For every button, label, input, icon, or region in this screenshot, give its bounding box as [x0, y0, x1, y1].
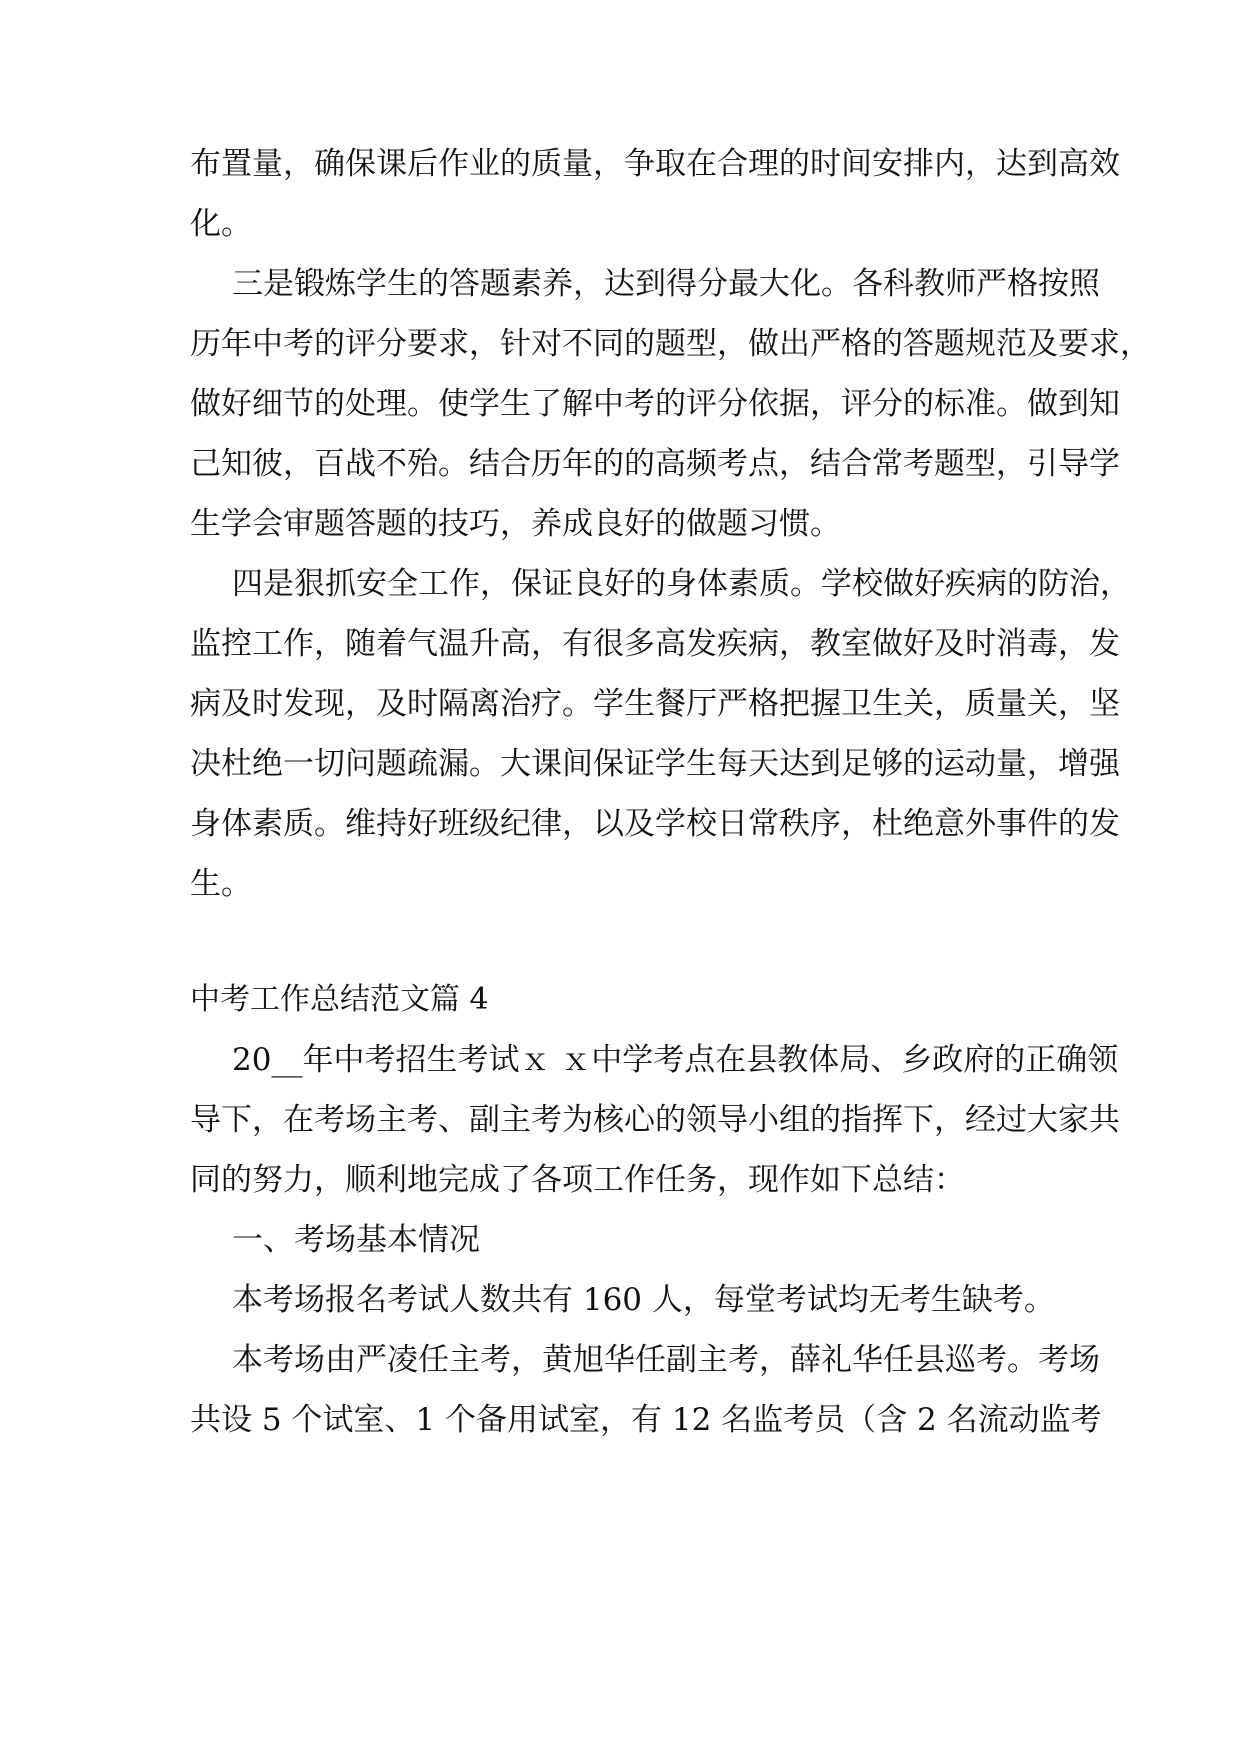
paragraph-line: 历年中考的评分要求，针对不同的题型，做出严格的答题规范及要求， — [190, 326, 1151, 362]
paragraph-line: 导下，在考场主考、副主考为核心的领导小组的指挥下，经过大家共 — [190, 1102, 1120, 1138]
paragraph-line: 己知彼，百战不殆。结合历年的的高频考点，结合常考题型，引导学 — [190, 446, 1120, 482]
paragraph-line: 布置量，确保课后作业的质量，争取在合理的时间安排内，达到高效 — [190, 146, 1120, 182]
paragraph-line: 四是狠抓安全工作，保证良好的身体素质。学校做好疾病的防治， — [232, 566, 1131, 602]
paragraph-line: 20__年中考招生考试ｘ ｘ中学考点在县教体局、乡政府的正确领 — [232, 1042, 1119, 1078]
paragraph-line: 做好细节的处理。使学生了解中考的评分依据，评分的标准。做到知 — [190, 386, 1120, 422]
subsection-heading: 一、考场基本情况 — [232, 1222, 480, 1258]
paragraph-line: 身体素质。维持好班级纪律，以及学校日常秩序，杜绝意外事件的发 — [190, 806, 1120, 842]
paragraph-line: 三是锻炼学生的答题素养，达到得分最大化。各科教师严格按照 — [232, 266, 1100, 302]
section-heading: 中考工作总结范文篇 4 — [190, 982, 489, 1017]
paragraph-line: 决杜绝一切问题疏漏。大课间保证学生每天达到足够的运动量，增强 — [190, 746, 1120, 782]
paragraph-line: 同的努力，顺利地完成了各项工作任务，现作如下总结： — [190, 1162, 965, 1198]
paragraph-line: 本考场报名考试人数共有 160 人，每堂考试均无考生缺考。 — [232, 1282, 1055, 1318]
paragraph-line: 病及时发现，及时隔离治疗。学生餐厅严格把握卫生关，质量关，坚 — [190, 686, 1120, 722]
paragraph-line: 生学会审题答题的技巧，养成良好的做题习惯。 — [190, 506, 841, 542]
paragraph-line: 化。 — [190, 206, 252, 242]
paragraph-line: 监控工作，随着气温升高，有很多高发疾病，教室做好及时消毒，发 — [190, 626, 1120, 662]
paragraph-line: 本考场由严凌任主考，黄旭华任副主考，薛礼华任县巡考。考场 — [232, 1342, 1100, 1378]
paragraph-line: 生。 — [190, 866, 252, 902]
paragraph-line: 共设 5 个试室、1 个备用试室，有 12 名监考员（含 2 名流动监考 — [190, 1402, 1102, 1438]
